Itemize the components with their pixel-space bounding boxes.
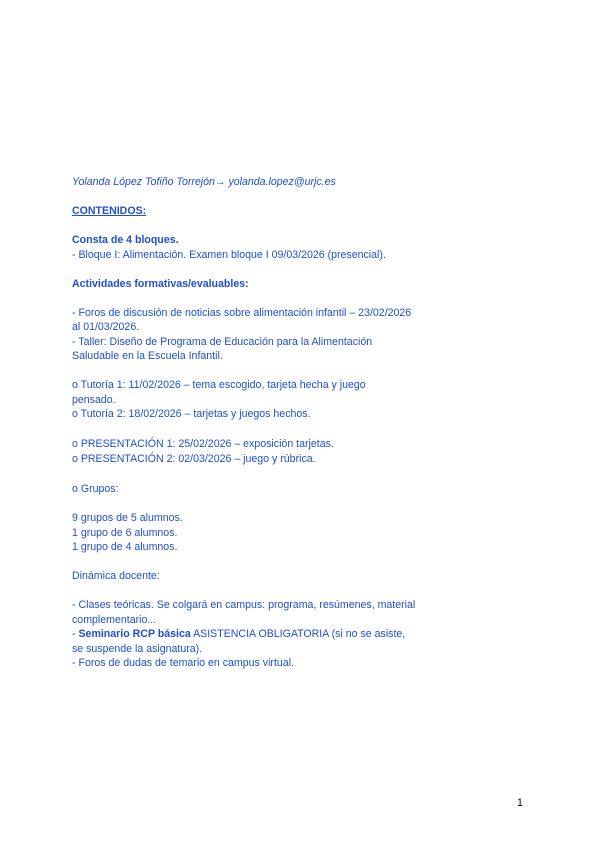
activity-line: Saludable en la Escuela Infantil. [72, 350, 223, 362]
group-line: 9 grupos de 5 alumnos. [72, 512, 183, 524]
block-line: - Bloque I: Alimentación. Examen bloque I 09/03/2026 (presencial). [72, 249, 386, 261]
contents-heading: CONTENIDOS: [72, 205, 147, 217]
seminar-line [72, 628, 405, 641]
seminar-title: Seminario RCP básica [78, 628, 191, 640]
seminar-prefix: - [72, 628, 79, 640]
teaching-line: se suspende la asignatura). [72, 643, 203, 655]
page-number: 1 [517, 797, 523, 809]
seminar-note: ASISTENCIA OBLIGATORIA (si no se asiste, [190, 628, 406, 640]
group-line: 1 grupo de 4 alumnos. [72, 541, 178, 553]
activity-line: - Taller: Diseño de Programa de Educación para la Alimentación [72, 336, 373, 348]
activities-title: Actividades formativas/evaluables: [72, 278, 249, 290]
teaching-title: Dinámica docente: [72, 570, 160, 582]
activity-line: - Foros de discusión de noticias sobre alimentación infantil – 23/02/2026 [72, 307, 412, 319]
tutoria-line: o Tutoría 2: 18/02/2026 – tarjetas y juegos hechos. [72, 408, 311, 420]
blocks-title: Consta de 4 bloques. [72, 234, 179, 246]
group-line: 1 grupo de 6 alumnos. [72, 527, 178, 539]
tutoria-line: o Tutoría 1: 11/02/2026 – tema escogido, tarjeta hecha y juego [72, 379, 366, 391]
author-line: Yolanda López Tofiño Torrejón→ yolanda.lopez@urjc.es [72, 176, 336, 188]
activity-line: al 01/03/2026. [72, 321, 140, 333]
tutoria-line: pensado. [72, 394, 116, 406]
teaching-line: complementario... [72, 614, 157, 626]
presentation-line: o PRESENTACIÓN 1: 25/02/2026 – exposición tarjetas. [72, 438, 334, 450]
groups-title: o Grupos: [72, 483, 119, 495]
presentation-line: o PRESENTACIÓN 2: 02/03/2026 – juego y rúbrica. [72, 453, 316, 465]
teaching-line: - Foros de dudas de temario en campus virtual. [72, 657, 294, 669]
teaching-line: - Clases teóricas. Se colgará en campus: programa, resúmenes, material [72, 599, 416, 611]
